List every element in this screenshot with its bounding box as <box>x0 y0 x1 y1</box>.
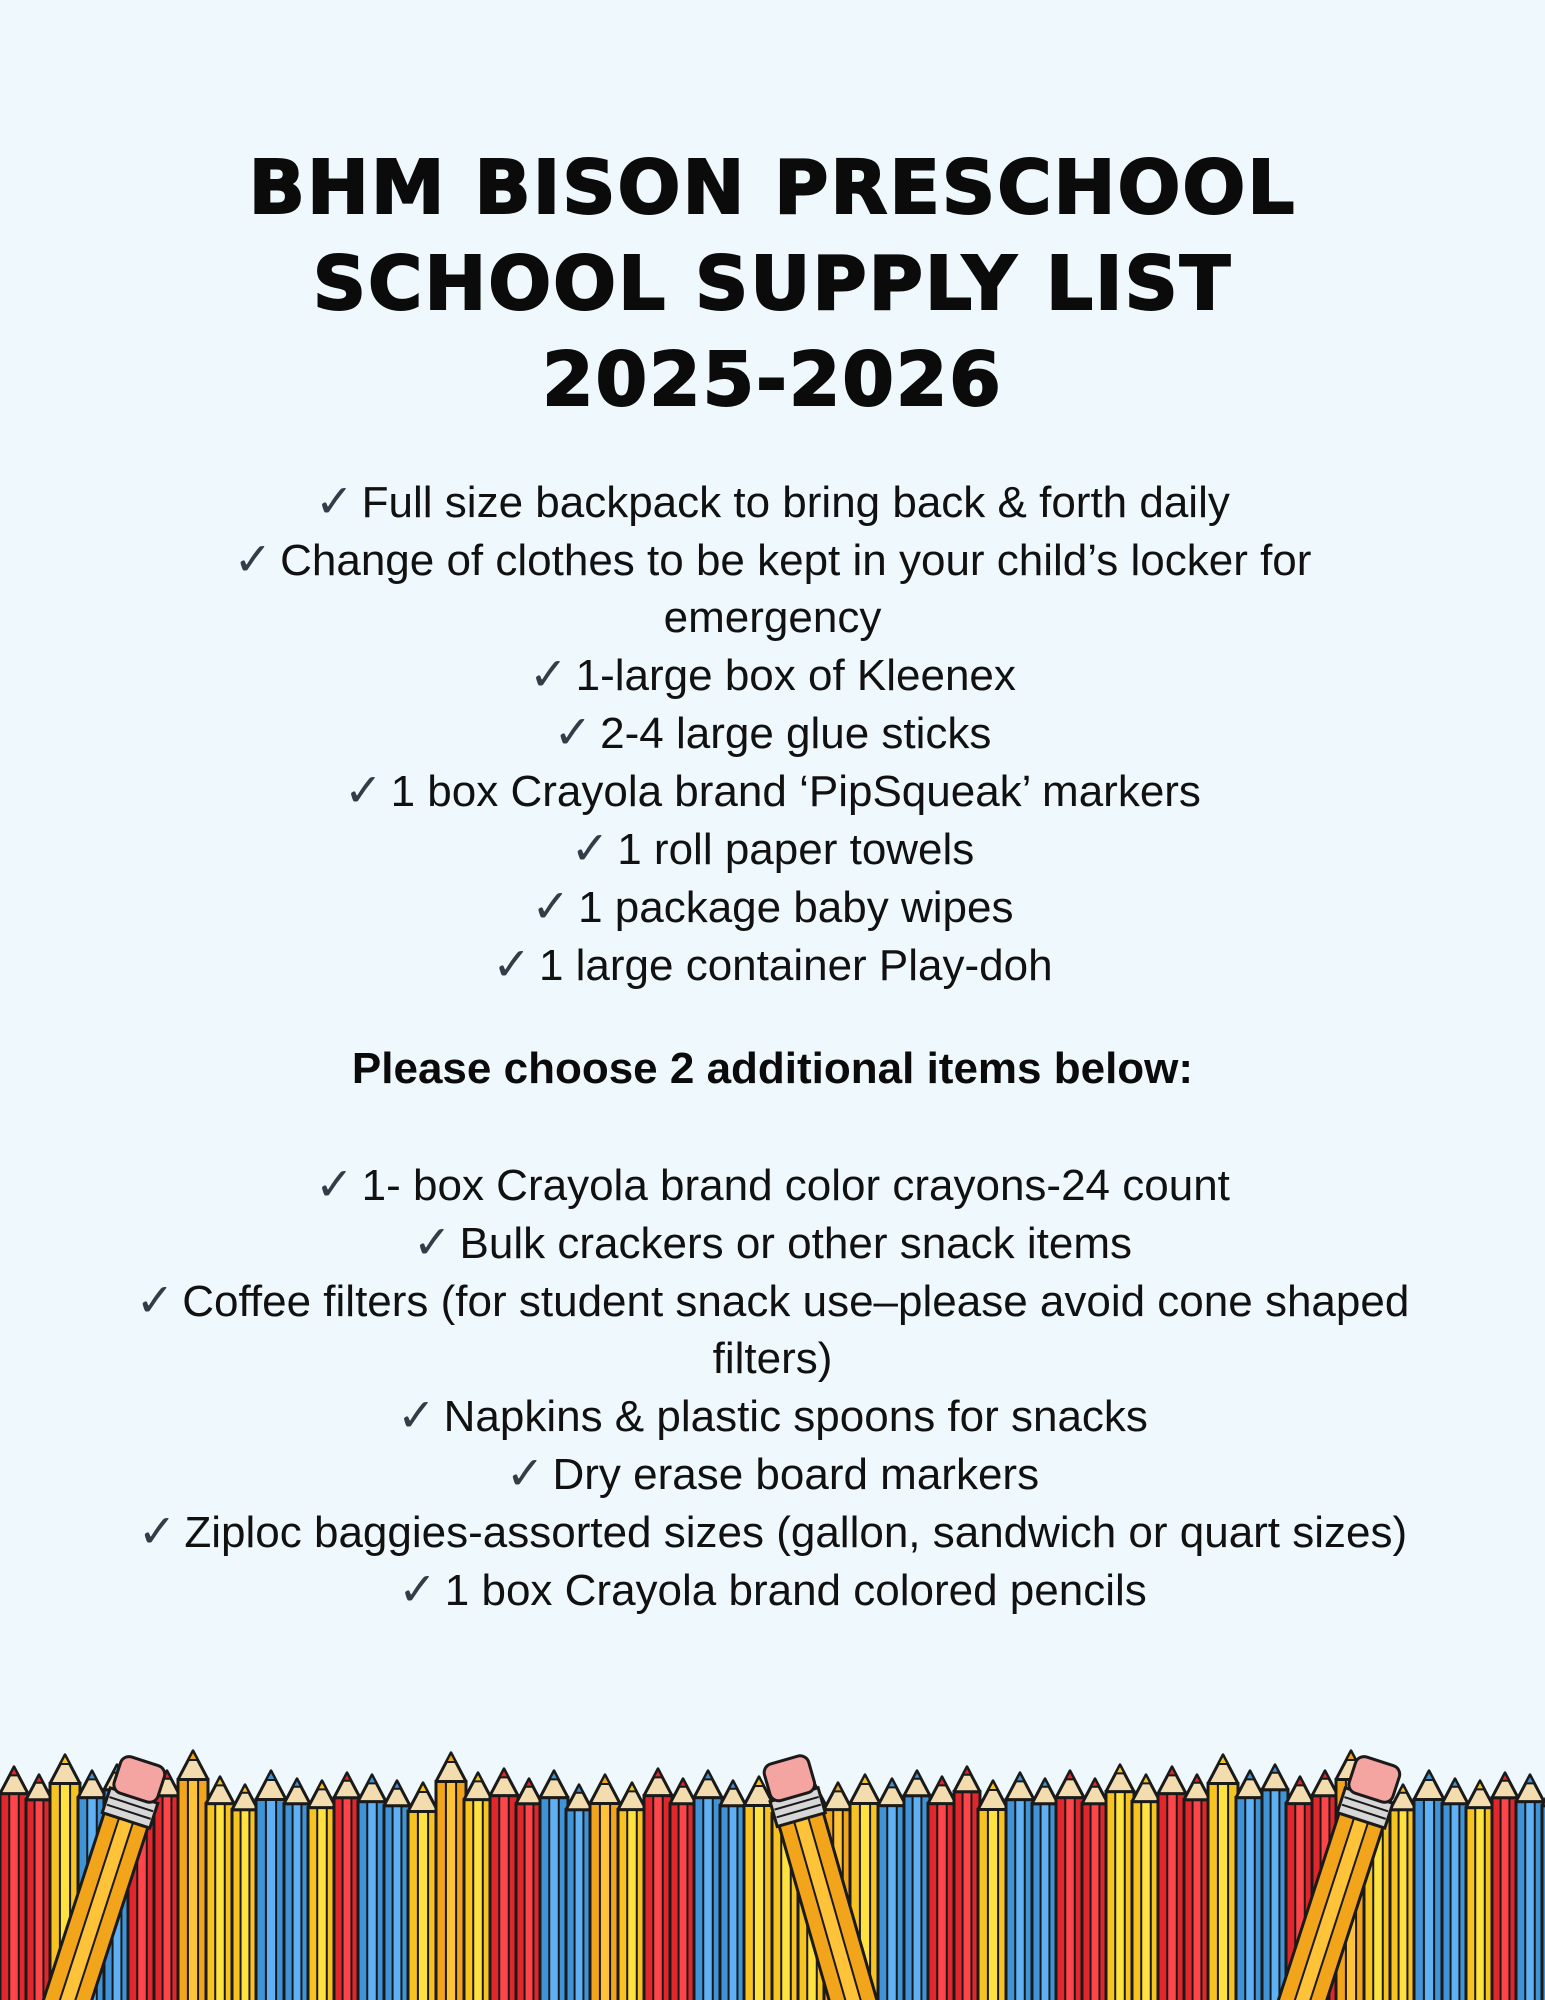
checkmark-icon: ✓ <box>570 821 610 875</box>
checkmark-icon: ✓ <box>397 1388 436 1442</box>
pencil-8 <box>206 1777 234 2000</box>
pencil-22 <box>566 1785 592 2000</box>
pencil-49 <box>1262 1765 1288 2000</box>
pencil-18 <box>464 1773 492 2000</box>
pencil-54 <box>1390 1785 1416 2000</box>
item-label: Bulk crackers or other snack items <box>459 1219 1132 1268</box>
checkmark-icon: ✓ <box>315 474 354 528</box>
pencil-26 <box>670 1779 696 2000</box>
list-item <box>120 646 1425 704</box>
list-item <box>120 473 1425 531</box>
list-item <box>120 1272 1425 1387</box>
pencil-0 <box>0 1767 28 2000</box>
checkmark-icon: ✓ <box>137 1504 177 1558</box>
list-item <box>120 1387 1425 1445</box>
pencil-19 <box>490 1769 518 2000</box>
pencil-43 <box>1106 1765 1134 2000</box>
pencil-45 <box>1158 1767 1186 2000</box>
pencil-58 <box>1492 1773 1518 2000</box>
pencil-11 <box>284 1779 310 2000</box>
item-label: 1-large box of Kleenex <box>575 651 1016 700</box>
pencil-42 <box>1082 1779 1108 2000</box>
checkmark-icon: ✓ <box>315 1157 354 1211</box>
pencil-13 <box>334 1773 360 2000</box>
pencil-38 <box>978 1781 1008 2000</box>
checkmark-icon: ✓ <box>531 879 571 933</box>
pencil-14 <box>358 1775 386 2000</box>
pencil-7 <box>178 1751 208 2000</box>
pencil-47 <box>1208 1755 1238 2000</box>
pencil-17 <box>436 1753 466 2000</box>
checkmark-icon: ✓ <box>344 763 383 817</box>
item-label: 2-4 large glue sticks <box>600 709 992 758</box>
pencil-39 <box>1006 1773 1034 2000</box>
title-line-3: 2025-2026 <box>542 337 1003 423</box>
checkmark-icon: ✓ <box>398 1562 437 1616</box>
list-item <box>120 1214 1425 1272</box>
title-line-2: SCHOOL SUPPLY LIST <box>312 241 1233 327</box>
checkmark-icon: ✓ <box>135 1273 175 1327</box>
pencil-27 <box>694 1771 722 2000</box>
item-label: Change of clothes to be kept in your child’s locker for emergency <box>280 536 1312 642</box>
item-label: 1- box Crayola brand color crayons-24 count <box>361 1161 1230 1210</box>
list-item <box>120 1503 1425 1561</box>
pencil-25 <box>644 1769 672 2000</box>
list-item <box>120 936 1425 994</box>
pencil-23 <box>590 1775 620 2000</box>
pencil-28 <box>720 1781 746 2000</box>
pencil-20 <box>516 1779 542 2000</box>
list-item <box>120 878 1425 936</box>
item-label: Full size backpack to bring back & forth daily <box>361 478 1230 527</box>
pencil-29 <box>744 1777 774 2000</box>
list-item <box>120 1445 1425 1503</box>
pencil-1 <box>26 1775 52 2000</box>
pencil-24 <box>618 1783 646 2000</box>
pencil-36 <box>928 1777 956 2000</box>
checkmark-icon: ✓ <box>492 937 531 991</box>
pencil-border-decoration <box>0 1735 1545 2000</box>
pencil-46 <box>1184 1775 1210 2000</box>
pencil-15 <box>384 1781 410 2000</box>
pencil-12 <box>308 1781 336 2000</box>
pencil-55 <box>1414 1771 1444 2000</box>
pencil-37 <box>954 1767 980 2000</box>
list-item <box>120 1561 1425 1619</box>
checkmark-icon: ✓ <box>233 532 273 586</box>
pencil-9 <box>232 1785 258 2000</box>
item-label: 1 box Crayola brand colored pencils <box>444 1566 1147 1615</box>
item-label: Coffee filters (for student snack use–please avoid cone shaped filters) <box>182 1277 1410 1383</box>
list-item <box>120 762 1425 820</box>
additional-items-heading: Please choose 2 additional items below: <box>351 1044 1194 1093</box>
page-title <box>0 140 1545 428</box>
pencil-40 <box>1032 1779 1058 2000</box>
pencil-41 <box>1056 1771 1084 2000</box>
list-item <box>120 704 1425 762</box>
pencil-57 <box>1466 1781 1494 2000</box>
pencil-10 <box>256 1771 286 2000</box>
item-label: Napkins & plastic spoons for snacks <box>443 1392 1148 1441</box>
pencil-21 <box>540 1771 568 2000</box>
list-item <box>120 531 1425 646</box>
item-label: 1 package baby wipes <box>578 883 1014 932</box>
pencil-59 <box>1516 1775 1544 2000</box>
item-label: 1 box Crayola brand ‘PipSqueak’ markers <box>390 767 1201 816</box>
pencil-48 <box>1236 1771 1264 2000</box>
checkmark-icon: ✓ <box>505 1446 545 1500</box>
checkmark-icon: ✓ <box>553 705 593 759</box>
pencil-34 <box>878 1779 906 2000</box>
pencil-44 <box>1132 1775 1160 2000</box>
pencil-16 <box>408 1783 438 2000</box>
item-label: Ziploc baggies-assorted sizes (gallon, sandwich or quart sizes) <box>184 1508 1408 1557</box>
pencil-35 <box>904 1771 930 2000</box>
checkmark-icon: ✓ <box>413 1215 452 1269</box>
optional-supply-list <box>120 1156 1425 1619</box>
item-label: 1 roll paper towels <box>617 825 975 874</box>
pencil-56 <box>1442 1779 1468 2000</box>
title-line-1: BHM BISON PRESCHOOL <box>248 145 1297 231</box>
list-item <box>120 1156 1425 1214</box>
item-label: 1 large container Play-doh <box>538 941 1053 990</box>
required-supply-list <box>120 473 1425 994</box>
list-item <box>120 820 1425 878</box>
item-label: Dry erase board markers <box>552 1450 1040 1499</box>
checkmark-icon: ✓ <box>529 647 568 701</box>
